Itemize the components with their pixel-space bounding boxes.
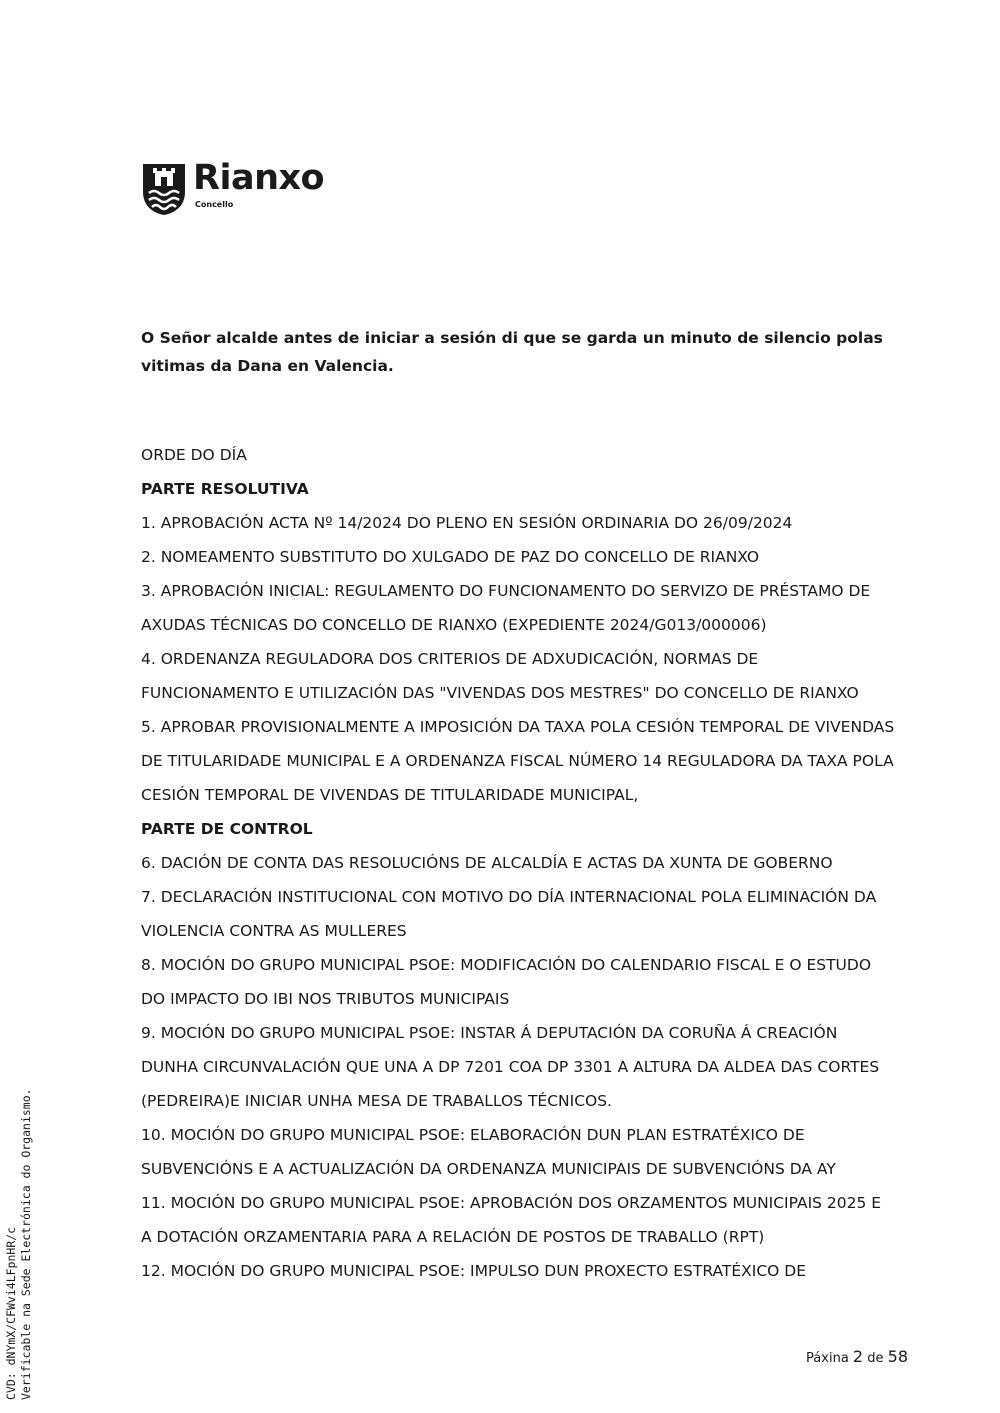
agenda-list — [141, 472, 913, 1288]
agenda-line: A DOTACIÓN ORZAMENTARIA PARA A RELACIÓN DE POSTOS DE TRABALLO (RPT) — [141, 1228, 765, 1246]
agenda-line: CESIÓN TEMPORAL DE VIVENDAS DE TITULARIDADE MUNICIPAL, — [141, 786, 639, 804]
page-number: 2 — [852, 1347, 864, 1366]
cvd-code: CVD: dNYmX/CFWvi4LFpnHR/c — [4, 1226, 18, 1400]
agenda-line: 7. DECLARACIÓN INSTITUCIONAL CON MOTIVO DO DÍA INTERNACIONAL POLA ELIMINACIÓN DA — [141, 888, 877, 906]
logo-name: Rianxo — [193, 158, 325, 198]
agenda-line: 5. APROBAR PROVISIONALMENTE A IMPOSICIÓN DA TAXA POLA CESIÓN TEMPORAL DE VIVENDAS — [141, 718, 895, 736]
section-heading: PARTE DE CONTROL — [141, 820, 313, 838]
agenda-line: 12. MOCIÓN DO GRUPO MUNICIPAL PSOE: IMPULSO DUN PROXECTO ESTRATÉXICO DE — [141, 1262, 807, 1280]
page-footer — [806, 1347, 908, 1366]
agenda-line: 8. MOCIÓN DO GRUPO MUNICIPAL PSOE: MODIFICACIÓN DO CALENDARIO FISCAL E O ESTUDO — [141, 956, 872, 974]
agenda-line: 11. MOCIÓN DO GRUPO MUNICIPAL PSOE: APROBACIÓN DOS ORZAMENTOS MUNICIPAIS 2025 E — [141, 1194, 882, 1212]
agenda-line: FUNCIONAMENTO E UTILIZACIÓN DAS "VIVENDAS DOS MESTRES" DO CONCELLO DE RIANXO — [141, 684, 859, 702]
intro-paragraph: O Señor alcalde antes de iniciar a sesión di que se garda un minuto de silencio polas vitimas da Dana en Valencia. — [141, 329, 883, 375]
agenda-line: 2. NOMEAMENTO SUBSTITUTO DO XULGADO DE PAZ DO CONCELLO DE RIANXO — [141, 548, 760, 566]
agenda-line: SUBVENCIÓNS E A ACTUALIZACIÓN DA ORDENANZA MUNICIPAIS DE SUBVENCIÓNS DA AY — [141, 1160, 836, 1178]
agenda-line: 6. DACIÓN DE CONTA DAS RESOLUCIÓNS DE ALCALDÍA E ACTAS DA XUNTA DE GOBERNO — [141, 854, 833, 872]
page-label: Páxina — [806, 1351, 849, 1366]
agenda-line: 3. APROBACIÓN INICIAL: REGULAMENTO DO FUNCIONAMENTO DO SERVIZO DE PRÉSTAMO DE — [141, 582, 871, 600]
document-body — [141, 324, 913, 1288]
agenda-line: AXUDAS TÉCNICAS DO CONCELLO DE RIANXO (EXPEDIENTE 2024/G013/000006) — [141, 616, 767, 634]
agenda-line: DUNHA CIRCUNVALACIÓN QUE UNA A DP 7201 COA DP 3301 A ALTURA DA ALDEA DAS CORTES — [141, 1058, 880, 1076]
agenda-line: DE TITULARIDADE MUNICIPAL E A ORDENANZA FISCAL NÚMERO 14 REGULADORA DA TAXA POLA — [141, 752, 894, 770]
agenda-line: 4. ORDENANZA REGULADORA DOS CRITERIOS DE ADXUDICACIÓN, NORMAS DE — [141, 650, 759, 668]
page-total: 58 — [887, 1347, 908, 1366]
concello-logo — [141, 158, 346, 218]
agenda-line: 9. MOCIÓN DO GRUPO MUNICIPAL PSOE: INSTAR Á DEPUTACIÓN DA CORUÑA Á CREACIÓN — [141, 1024, 838, 1042]
agenda-line: (PEDREIRA)E INICIAR UNHA MESA DE TRABALLOS TÉCNICOS. — [141, 1092, 612, 1110]
cvd-verification-note: Verificable na Sede Electrónica do Organismo. — [19, 1088, 33, 1400]
section-heading: PARTE RESOLUTIVA — [141, 480, 309, 498]
agenda-line: DO IMPACTO DO IBI NOS TRIBUTOS MUNICIPAIS — [141, 990, 510, 1008]
agenda-title: ORDE DO DÍA — [141, 446, 247, 464]
logo-subtitle: Concello — [195, 200, 234, 209]
agenda-line: VIOLENCIA CONTRA AS MULLERES — [141, 922, 407, 940]
cvd-verification-text — [4, 1088, 34, 1400]
rianxo-shield-icon — [141, 162, 187, 216]
agenda-line: 1. APROBACIÓN ACTA Nº 14/2024 DO PLENO EN SESIÓN ORDINARIA DO 26/09/2024 — [141, 514, 793, 532]
agenda-line: 10. MOCIÓN DO GRUPO MUNICIPAL PSOE: ELABORACIÓN DUN PLAN ESTRATÉXICO DE — [141, 1126, 805, 1144]
page-of-label: de — [867, 1351, 884, 1366]
